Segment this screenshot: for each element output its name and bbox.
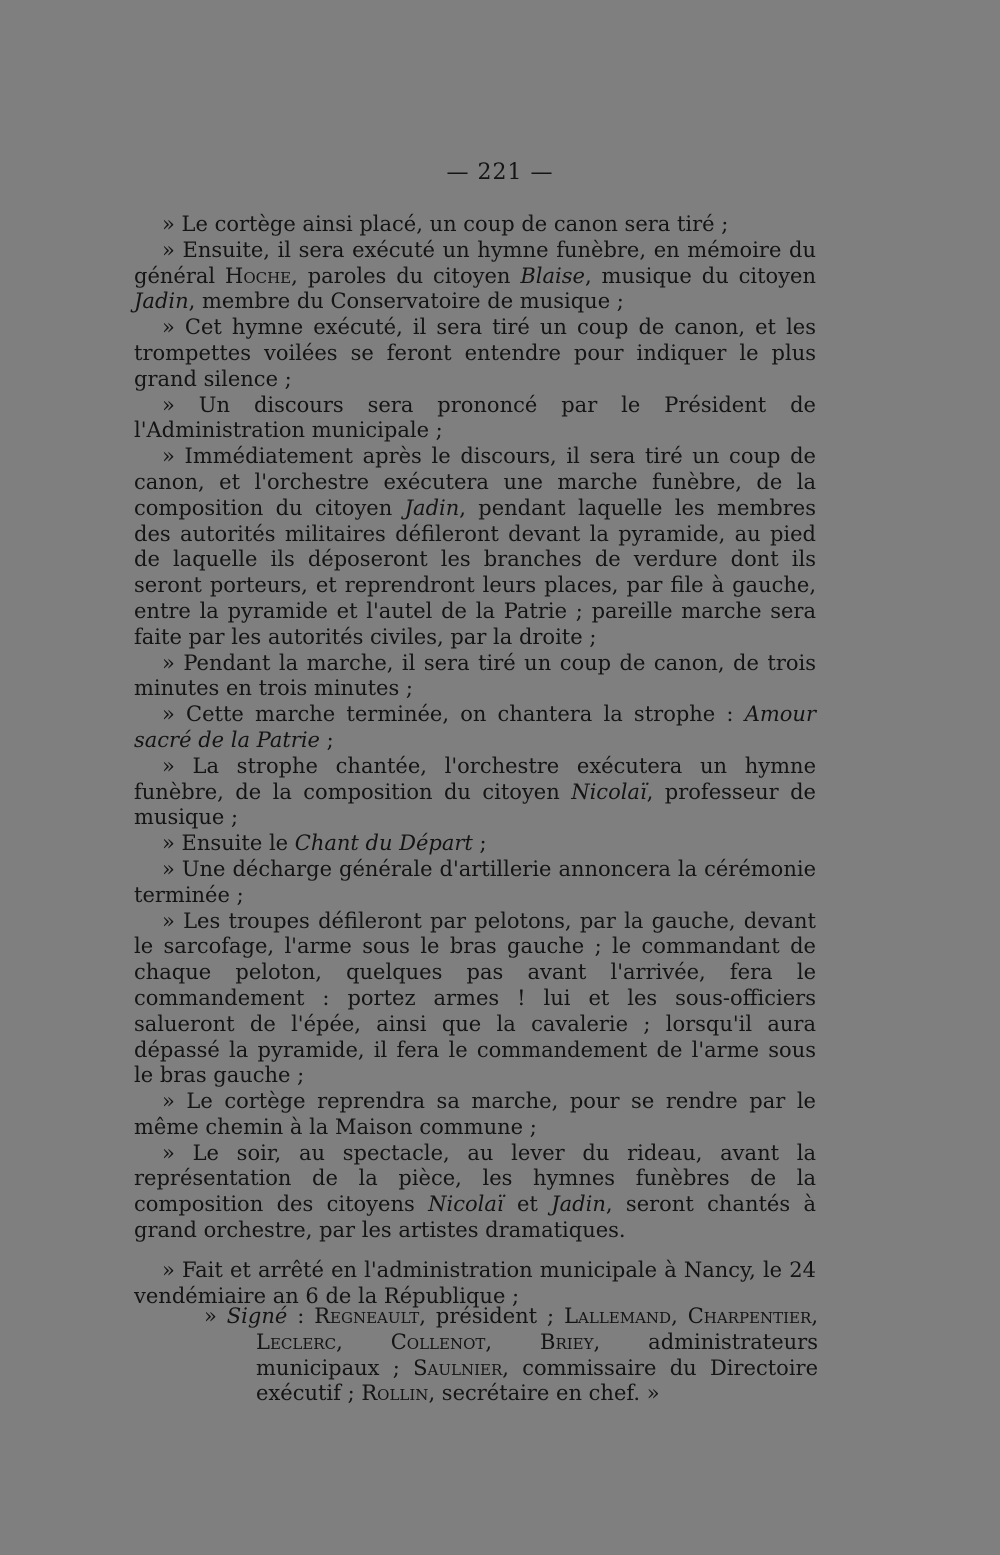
text-run: » bbox=[204, 1304, 227, 1328]
text-run: » Cette marche terminée, on chantera la strophe : bbox=[162, 702, 745, 727]
paragraph bbox=[134, 651, 816, 703]
body-text bbox=[134, 212, 816, 1309]
italic-text: Jadin bbox=[551, 1192, 606, 1217]
text-run: » Le soir, au spectacle, au lever du rideau, avant la représentation de la pièce, les hymnes funèbres de la composition des citoyens bbox=[134, 1140, 816, 1217]
text-run: et bbox=[503, 1192, 552, 1217]
text-run: » Ensuite, il sera exécuté un hymne funèbre, en mémoire du général bbox=[134, 237, 816, 288]
paragraph bbox=[134, 831, 816, 857]
text-run: , administrateurs municipaux ; bbox=[256, 1329, 818, 1380]
text-run: » Pendant la marche, il sera tiré un coup de canon, de trois minutes en trois minutes ; bbox=[134, 650, 816, 701]
name-small-caps: Leclerc bbox=[256, 1329, 337, 1354]
text-run: » Les troupes défileront par pelotons, par la gauche, devant le sarcofage, l'arme sous le bras gauche ; le commandant de chaque peloton, quelques pas avant l'arrivée, fera le commandement : portez armes ! lui et les sous-officiers salueront de l'épée, ainsi que la cavalerie ; lorsqu'il aura dépassé la pyramide, il fera le commandement de l'arme sous le bras gauche ; bbox=[134, 908, 816, 1088]
paragraph bbox=[134, 238, 816, 315]
text-run: ; bbox=[320, 727, 334, 752]
text-run: » Cet hymne exécuté, il sera tiré un coup de canon, et les trompettes voilées se feront entendre pour indiquer le plus grand silence ; bbox=[134, 315, 816, 391]
name-small-caps: Saulnier bbox=[413, 1355, 503, 1380]
text-run: , bbox=[485, 1329, 541, 1354]
text-run: » Une décharge générale d'artillerie annoncera la cérémonie terminée ; bbox=[134, 856, 816, 907]
italic-text: Chant du Départ bbox=[294, 831, 473, 856]
text-run: , musique du citoyen bbox=[584, 263, 816, 288]
italic-text: Jadin bbox=[404, 495, 460, 520]
text-run: » Immédiatement après le discours, il sera tiré un coup de canon, et l'orchestre exécutera une marche funèbre, de la composition du citoyen bbox=[134, 444, 816, 520]
text-run: , bbox=[336, 1329, 391, 1354]
paragraph bbox=[134, 393, 816, 445]
paragraph bbox=[134, 754, 816, 831]
text-run: , président ; bbox=[419, 1304, 565, 1328]
text-run: , bbox=[811, 1304, 818, 1328]
paragraph bbox=[134, 212, 816, 238]
text-run: , professeur de musique ; bbox=[134, 779, 816, 830]
text-run: , pendant laquelle les membres des autorités militaires défileront devant la pyramide, au pied de laquelle ils déposeront les branches de verdure dont ils seront porteurs, et reprendront leurs places, par file à gauche, entre la pyramide et l'autel de la Patrie ; pareille marche sera faite par les autorités civiles, par la droite ; bbox=[134, 495, 816, 649]
paragraph bbox=[134, 315, 816, 392]
text-run: , seront chantés à grand orchestre, par les artistes dramatiques. bbox=[134, 1192, 817, 1243]
paragraph bbox=[134, 444, 816, 650]
page-number: — 221 — bbox=[446, 160, 554, 185]
text-run: ; bbox=[472, 831, 487, 856]
name-small-caps: Hoche bbox=[225, 263, 292, 288]
text-run: : bbox=[287, 1304, 315, 1328]
paragraph bbox=[134, 909, 816, 1090]
name-small-caps: Lallemand bbox=[564, 1304, 672, 1328]
paragraph bbox=[134, 1141, 816, 1244]
name-small-caps: Charpentier bbox=[687, 1304, 812, 1328]
italic-text: Jadin bbox=[134, 289, 189, 314]
name-small-caps: Rollin bbox=[361, 1381, 429, 1406]
paragraph bbox=[134, 857, 816, 909]
text-run: » Ensuite le bbox=[162, 831, 295, 856]
signature-block bbox=[204, 1304, 818, 1407]
text-run: » Le cortège reprendra sa marche, pour se rendre par le même chemin à la Maison commune ; bbox=[134, 1089, 816, 1139]
italic-text: Nicolaï bbox=[571, 779, 647, 804]
text-run: , commissaire du Directoire exécutif ; bbox=[256, 1355, 819, 1406]
paragraph bbox=[134, 702, 816, 754]
italic-text: Amour sacré de la Patrie bbox=[134, 702, 816, 752]
text-run: , secrétaire en chef. » bbox=[428, 1381, 660, 1406]
italic-text: Blaise bbox=[520, 263, 585, 288]
text-run: , bbox=[671, 1304, 688, 1328]
name-small-caps: Collenot bbox=[390, 1329, 486, 1354]
text-run: , membre du Conservatoire de musique ; bbox=[188, 289, 624, 314]
name-small-caps: Regneault bbox=[314, 1304, 420, 1328]
paragraph bbox=[134, 1089, 816, 1141]
text-run: » Fait et arrêté en l'administration municipale à Nancy, le 24 vendémiaire an 6 de la République ; bbox=[134, 1257, 816, 1308]
text-run: , paroles du citoyen bbox=[291, 263, 521, 288]
name-small-caps: Briey bbox=[540, 1329, 594, 1354]
text-run: » Un discours sera prononcé par le Président de l'Administration municipale ; bbox=[134, 392, 816, 443]
paragraph-closing bbox=[134, 1258, 816, 1310]
italic-text: Nicolaï bbox=[428, 1192, 504, 1217]
italic-text: Signé bbox=[226, 1304, 288, 1328]
text-run: » La strophe chantée, l'orchestre exécutera un hymne funèbre, de la composition du citoyen bbox=[134, 753, 816, 804]
text-run: » Le cortège ainsi placé, un coup de canon sera tiré ; bbox=[162, 212, 729, 236]
